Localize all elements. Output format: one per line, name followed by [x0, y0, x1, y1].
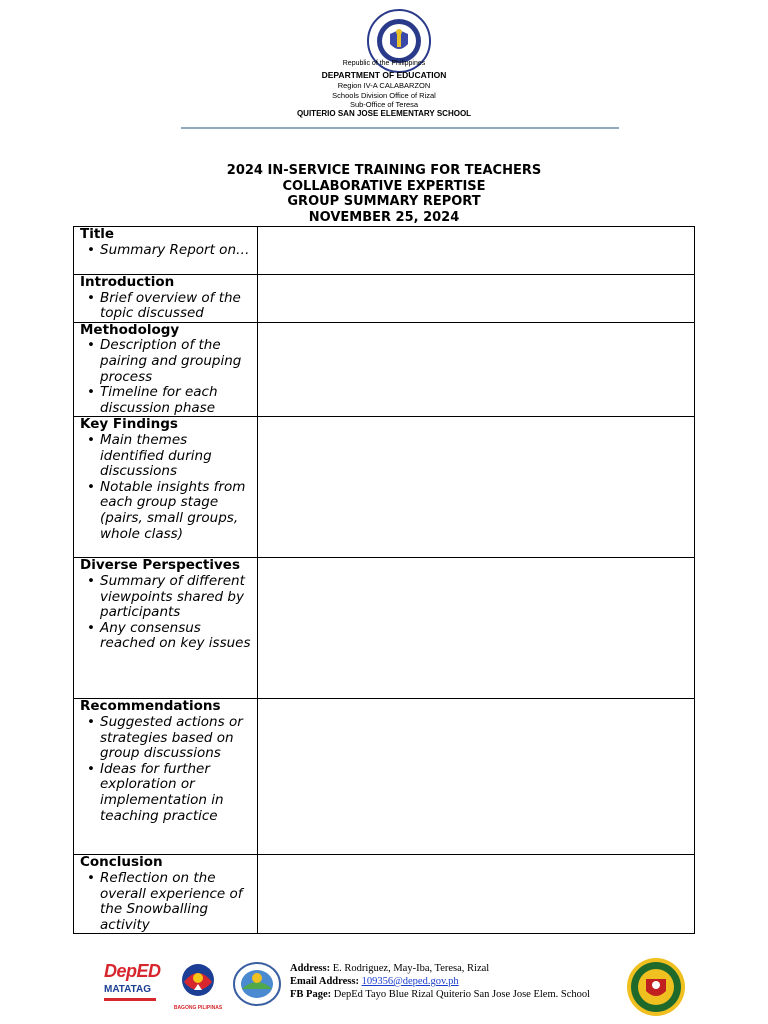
- division-text: Schools Division Office of Rizal: [332, 91, 436, 100]
- answer-cell[interactable]: [258, 699, 695, 855]
- table-row: [74, 417, 695, 558]
- row-title: Key Findings: [80, 416, 178, 433]
- report-table: [73, 226, 695, 934]
- fb-label: FB Page:: [290, 989, 332, 1000]
- republic-text: Republic of the Philippines: [342, 60, 426, 67]
- footer-address: [290, 962, 590, 975]
- row-label-cell: [74, 275, 258, 323]
- matatag-underline: [104, 998, 156, 1001]
- header-divider: [181, 127, 619, 129]
- bagong-pilipinas-logo: [172, 960, 224, 1012]
- row-point: • Summary of different viewpoints shared by participants: [100, 574, 253, 621]
- table-row: [74, 699, 695, 855]
- title-line-1: 2024 IN-SERVICE TRAINING FOR TEACHERS: [226, 163, 542, 178]
- table-row: [74, 227, 695, 275]
- answer-cell[interactable]: [258, 417, 695, 558]
- table-row: [74, 558, 695, 699]
- row-title: Conclusion: [80, 854, 163, 871]
- footer-fb: [290, 988, 590, 1001]
- row-title: Introduction: [80, 274, 175, 290]
- row-point: • Timeline for each discussion phase: [100, 385, 253, 416]
- table-row: [74, 275, 695, 323]
- title-line-2: COLLABORATIVE EXPERTISE: [282, 178, 486, 194]
- school-seal-icon: [626, 957, 686, 1017]
- bagong-pilipinas-icon: [172, 960, 224, 1000]
- email-label: Email Address:: [290, 976, 359, 987]
- footer-contact: [290, 962, 590, 1001]
- sub-office-text: Sub-Office of Teresa: [349, 100, 419, 109]
- department-name: DEPARTMENT OF EDUCATION: [321, 70, 447, 80]
- deped-matatag-logo: [104, 961, 160, 1009]
- row-label-cell: [74, 699, 258, 855]
- row-point: • Any consensus reached on key issues: [100, 621, 253, 652]
- row-label-cell: [74, 417, 258, 558]
- division-seal-icon: [232, 961, 282, 1007]
- answer-cell[interactable]: [258, 275, 695, 323]
- row-title: Title: [80, 226, 115, 242]
- row-point: • Brief overview of the topic discussed: [100, 291, 253, 322]
- row-label-cell: [74, 855, 258, 934]
- address-label: Address:: [290, 963, 331, 974]
- region-text: Region IV-A CALABARZON: [337, 81, 431, 90]
- answer-cell[interactable]: [258, 855, 695, 934]
- row-point: • Ideas for further exploration or implementation in teaching practice: [100, 762, 253, 824]
- row-point: • Main themes identified during discussions: [100, 433, 253, 480]
- row-title: Methodology: [80, 321, 180, 338]
- address-value: E. Rodriguez, May-Iba, Teresa, Rizal: [332, 963, 490, 974]
- table-row: [74, 855, 695, 934]
- fb-value: DepEd Tayo Blue Rizal Quiterio San Jose Jose Elem. School: [333, 989, 591, 1000]
- answer-cell[interactable]: [258, 558, 695, 699]
- row-point: • Notable insights from each group stage (pairs, small groups, whole class): [100, 480, 253, 542]
- answer-cell[interactable]: [258, 227, 695, 275]
- deped-logo-text: DepED: [104, 961, 161, 981]
- row-label-cell: [74, 322, 258, 417]
- row-label-cell: [74, 558, 258, 699]
- row-point: • Description of the pairing and grouping process: [100, 338, 253, 385]
- row-title: Diverse Perspectives: [80, 557, 240, 574]
- matatag-logo-text: MATATAG: [104, 984, 152, 995]
- row-point: • Summary Report on…: [100, 243, 253, 259]
- row-label-cell: [74, 227, 258, 275]
- row-point: • Reflection on the overall experience of the Snowballing activity: [100, 871, 253, 933]
- school-name: QUITERIO SAN JOSE ELEMENTARY SCHOOL: [296, 109, 472, 118]
- title-line-4: NOVEMBER 25, 2024: [308, 209, 460, 225]
- footer-email: [290, 975, 590, 988]
- document-title: [0, 163, 768, 225]
- email-link[interactable]: 109356@deped.gov.ph: [361, 976, 459, 987]
- table-row: [74, 322, 695, 417]
- answer-cell[interactable]: [258, 322, 695, 417]
- row-point: • Suggested actions or strategies based on group discussions: [100, 715, 253, 762]
- bagong-pilipinas-text: BAGONG PILIPINAS: [173, 1005, 223, 1011]
- row-title: Recommendations: [80, 698, 221, 715]
- title-line-3: GROUP SUMMARY REPORT: [287, 194, 481, 209]
